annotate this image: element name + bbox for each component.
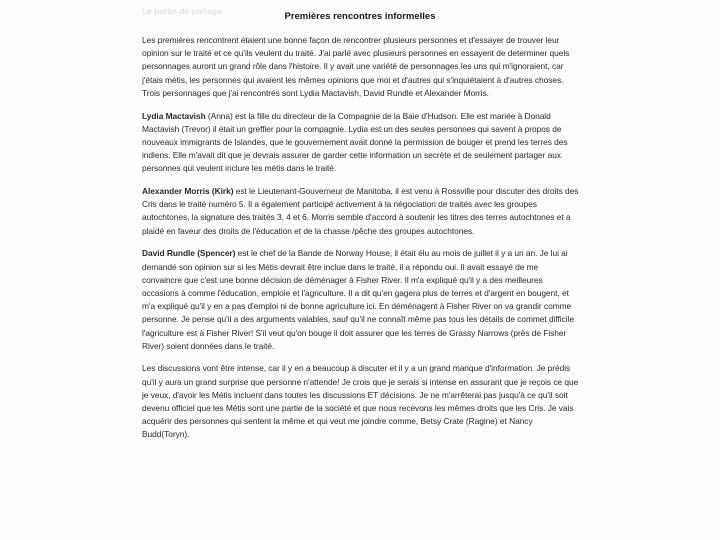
name-lydia: Lydia Mactavish bbox=[142, 110, 206, 121]
faint-header-text: Le partie de partage bbox=[142, 6, 223, 16]
paragraph-lydia bbox=[142, 110, 579, 176]
page-title: Premières rencontres informelles bbox=[284, 11, 436, 22]
text-lydia: est la fille du directeur de la Compagnie de la Baie d'Hudson. Elle est mariée à Donald Mactavish (Trevor) il était un greffier pour la compagnie. Lydia est un des seules personnes qui savent à propos de nouveaux immigrants de Islandes, que le gouvernement avait donné la permission de bouger et prend les terres des indiens. Elle m'avait dit que je devrais assurer de garder cette information un secrète et de seulement partager aux personnes qui veulent inclure les métis dans le traité. bbox=[142, 110, 568, 174]
intro-paragraph: Les premières rencontrent étaient une bonne façon de rencontrer plusieurs personnes et d'essayer de trouver leur opinion sur le traité et ce qu'ils veulent du traité. J'ai parlé avec plusieurs personnes en essayent de determiner quels personnages auront un grand rôle dans l'histoire. Il y avait une variété de personnages les uns qui m'ignoraient, car j'étais métis, les personnes qui avaient les mêmes opinions que moi et d'autres qui s'inquiétaient à d'autres choses. Trois personnages que j'ai rencontrés sont Lydia Mactavish, David Rundle et Alexander Morris. bbox=[142, 35, 570, 98]
document-body bbox=[142, 34, 579, 451]
text-morris: est le Lieutenant-Gouverneur de Manitoba, il est venu à Rossville pour discuter des droits des Cris dans le traité numéro 5. Il a également participé activement à la négociation de traités avec les groupes autochtones, la signature des traités 3, 4 et 6. Morris semble d'accord à soutenir les titres des terres autochtones et a plaidé en faveur des droits de l'éducation et de la chasse /pêche des groupes autochtones. bbox=[142, 186, 579, 236]
name-rundle: David Rundle (Spencer) bbox=[142, 248, 236, 259]
closing-paragraph: Les discussions vont être intense, car il y en a beaucoup à discuter et il y a un grand manque d'information. Je prédis qu'il y aura un grand surprise que personne n'attende! Je crois que je serais si intense en assurant que je reçois ce que je veux, d'avoir les Métis incluent dans toutes les discussions ET décisions. Je ne m'arrêterai pas jusqu'à ce qu'il soit devenu officiel que les Métis sont une partie de la société et que nous recevons les mêmes droits que les Cris. Je vais acquérir des personnes qui sentent la même et qui veut me joindre comme, Betsy Crate (Ragine) et Nancy Budd(Toryn). bbox=[142, 363, 579, 440]
name-morris: Alexander Morris (Kirk) bbox=[142, 186, 234, 197]
paragraph-morris bbox=[142, 185, 579, 238]
paragraph-rundle bbox=[142, 247, 579, 353]
alias-lydia: (Anna) bbox=[205, 110, 233, 121]
text-rundle: est le chef de la Bande de Norway House, il était élu au mois de juillet il y a un an. Je lui ai demandé son opinion sur si les Métis devrait être inclue dans le traité, il a répondu oui. Il avait essayé de me convaincre que c'est une bonne décision de déménager à Fisher River. Il m'a expliqué qu'il y a des meilleures occasions à comme l'éducation, emploie et l'agriculture. Il a dit qu'en gagera plus de terres et d'argent en bougent, et m'a expliqué qu'il y en a pas d'emploi ni de bonne agriculture ici. En déménagent à Fisher River on va grandir comme personne. Je pense qu'il a des arguments valables, sauf qu'il ne connaît même pas tous les détails de commet difficile l'agriculture est à Fisher River! S'il veut qu'on bouge il doit assurer que les terres de Grassy Narrows (près de Fisher River) soient données dans le traité. bbox=[142, 248, 574, 351]
